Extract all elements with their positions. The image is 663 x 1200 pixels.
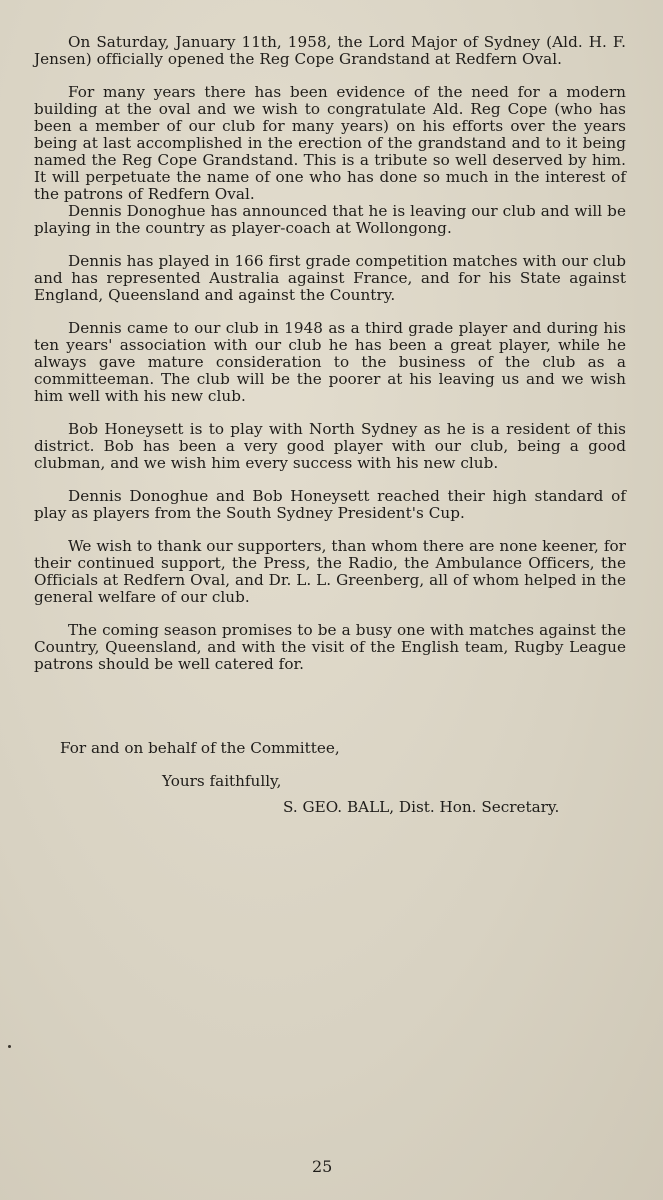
paragraph-reg-cope: For many years there has been evidence of the need for a modern building at the oval and we wish to congratulate Ald. Reg Cope (who has been a member of our club for many years) on his efforts over the years being at last accomplished in the erection of the grandstand and to it being named the Reg Cope Grandstand. This is a tribute so well deserved by him. It will perpetuate the name of one who has done so much in the interest of the patrons of Redfern Oval. — [34, 83, 626, 203]
signature-line: S. GEO. BALL, Dist. Hon. Secretary. — [283, 798, 560, 816]
paragraph-presidents-cup: Dennis Donoghue and Bob Honeysett reached their high standard of play as players from the South Sydney President's Cup. — [34, 487, 626, 522]
paragraph-donoghue-record: Dennis has played in 166 first grade competition matches with our club and has represented Australia against France, and for his State against England, Queensland and against the Country. — [34, 252, 626, 304]
paragraph-grandstand-opening: On Saturday, January 11th, 1958, the Lord Major of Sydney (Ald. H. F. Jensen) officially opened the Reg Cope Grandstand at Redfern Oval. — [34, 33, 626, 68]
paragraph-honeysett: Bob Honeysett is to play with North Sydney as he is a resident of this district. Bob has been a very good player with our club, being a good clubman, and we wish him every success with his new club. — [34, 420, 626, 472]
page-number: 25 — [312, 1157, 333, 1176]
closing-line-faithfully: Yours faithfully, — [162, 772, 282, 790]
body-text — [34, 34, 626, 689]
paragraph-thanks: We wish to thank our supporters, than whom there are none keener, for their continued support, the Press, the Radio, the Ambulance Officers, the Officials at Redfern Oval, and Dr. L. L. Greenberg, all of whom helped in the general welfare of our club. — [34, 537, 626, 606]
paper-speck — [8, 1045, 11, 1048]
paragraph-donoghue-leaving: Dennis Donoghue has announced that he is leaving our club and will be playing in the country as player-coach at Wollongong. — [34, 202, 626, 237]
paragraph-coming-season: The coming season promises to be a busy one with matches against the Country, Queensland, and with the visit of the English team, Rugby League patrons should be well catered for. — [34, 621, 626, 673]
paragraph-donoghue-history: Dennis came to our club in 1948 as a third grade player and during his ten years' association with our club he has been a great player, while he always gave mature consideration to the business of the club as a committeeman. The club will be the poorer at his leaving us and we wish him well with his new club. — [34, 319, 626, 405]
closing-line-committee: For and on behalf of the Committee, — [60, 739, 340, 757]
